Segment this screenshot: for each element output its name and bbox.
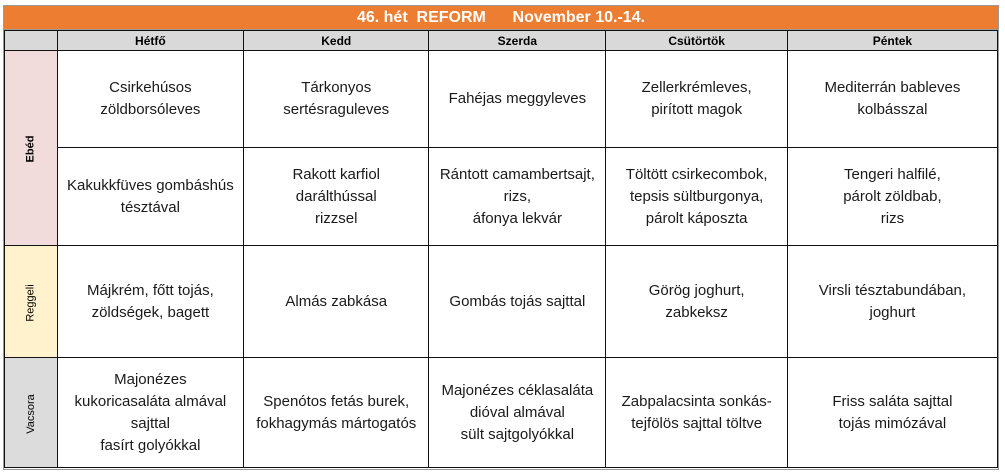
ebed-main-tuesday: Rakott karfiol darálthússal rizzsel — [244, 148, 429, 246]
ebed-main-friday: Tengeri halfilé, párolt zöldbab, rizs — [787, 148, 997, 246]
day-header-thursday: Csütörtök — [606, 31, 787, 51]
menu-sheet — [3, 5, 999, 470]
table-row-ebed-soup — [5, 51, 998, 148]
vacsora-friday: Friss saláta sajttal tojás mimózával — [787, 358, 997, 468]
row-label-ebed-text: Ebéd — [24, 135, 37, 163]
ebed-main-monday: Kakukkfüves gombáshús tésztával — [57, 148, 244, 246]
day-header-friday: Péntek — [787, 31, 997, 51]
row-label-ebed — [5, 51, 58, 246]
title-dates: November 10.-14. — [512, 9, 646, 26]
ebed-soup-thursday: Zellerkrémleves, pirított magok — [606, 51, 787, 148]
day-header-wednesday: Szerda — [429, 31, 606, 51]
vacsora-monday: Majonézes kukoricasaláta almával sajttal fasírt golyókkal — [57, 358, 244, 468]
ebed-soup-wednesday: Fahéjas meggyleves — [429, 51, 606, 148]
reggeli-tuesday: Almás zabkása — [244, 246, 429, 358]
table-row-vacsora — [5, 358, 998, 468]
header-row — [5, 31, 998, 51]
table-row-ebed-main — [5, 148, 998, 246]
ebed-soup-friday: Mediterrán bableves kolbásszal — [787, 51, 997, 148]
row-label-vacsora-text: Vacsora — [24, 393, 37, 434]
reggeli-wednesday: Gombás tojás sajttal — [429, 246, 606, 358]
title-week: 46. hét — [356, 9, 408, 26]
table-row-reggeli — [5, 246, 998, 358]
reggeli-friday: Virsli tésztabundában, joghurt — [787, 246, 997, 358]
row-label-reggeli-text: Reggeli — [24, 283, 37, 322]
header-corner — [5, 31, 58, 51]
ebed-main-thursday: Töltött csirkecombok, tepsis sültburgonya, párolt káposzta — [606, 148, 787, 246]
vacsora-tuesday: Spenótos fetás burek, fokhagymás mártogatós — [244, 358, 429, 468]
vacsora-wednesday: Majonézes céklasaláta dióval almával sült sajtgolyókkal — [429, 358, 606, 468]
title-program: REFORM — [416, 9, 486, 26]
row-label-reggeli — [5, 246, 58, 358]
day-header-tuesday: Kedd — [244, 31, 429, 51]
title-bar — [4, 6, 998, 30]
ebed-soup-tuesday: Tárkonyos sertésraguleves — [244, 51, 429, 148]
vacsora-thursday: Zabpalacsinta sonkás- tejfölös sajttal töltve — [606, 358, 787, 468]
reggeli-monday: Májkrém, főtt tojás, zöldségek, bagett — [57, 246, 244, 358]
ebed-soup-monday: Csirkehúsos zöldborsóleves — [57, 51, 244, 148]
row-label-vacsora — [5, 358, 58, 468]
reggeli-thursday: Görög joghurt, zabkeksz — [606, 246, 787, 358]
day-header-monday: Hétfő — [57, 31, 244, 51]
weekly-menu-table — [4, 30, 998, 468]
ebed-main-wednesday: Rántott camambertsajt, rizs, áfonya lekvár — [429, 148, 606, 246]
